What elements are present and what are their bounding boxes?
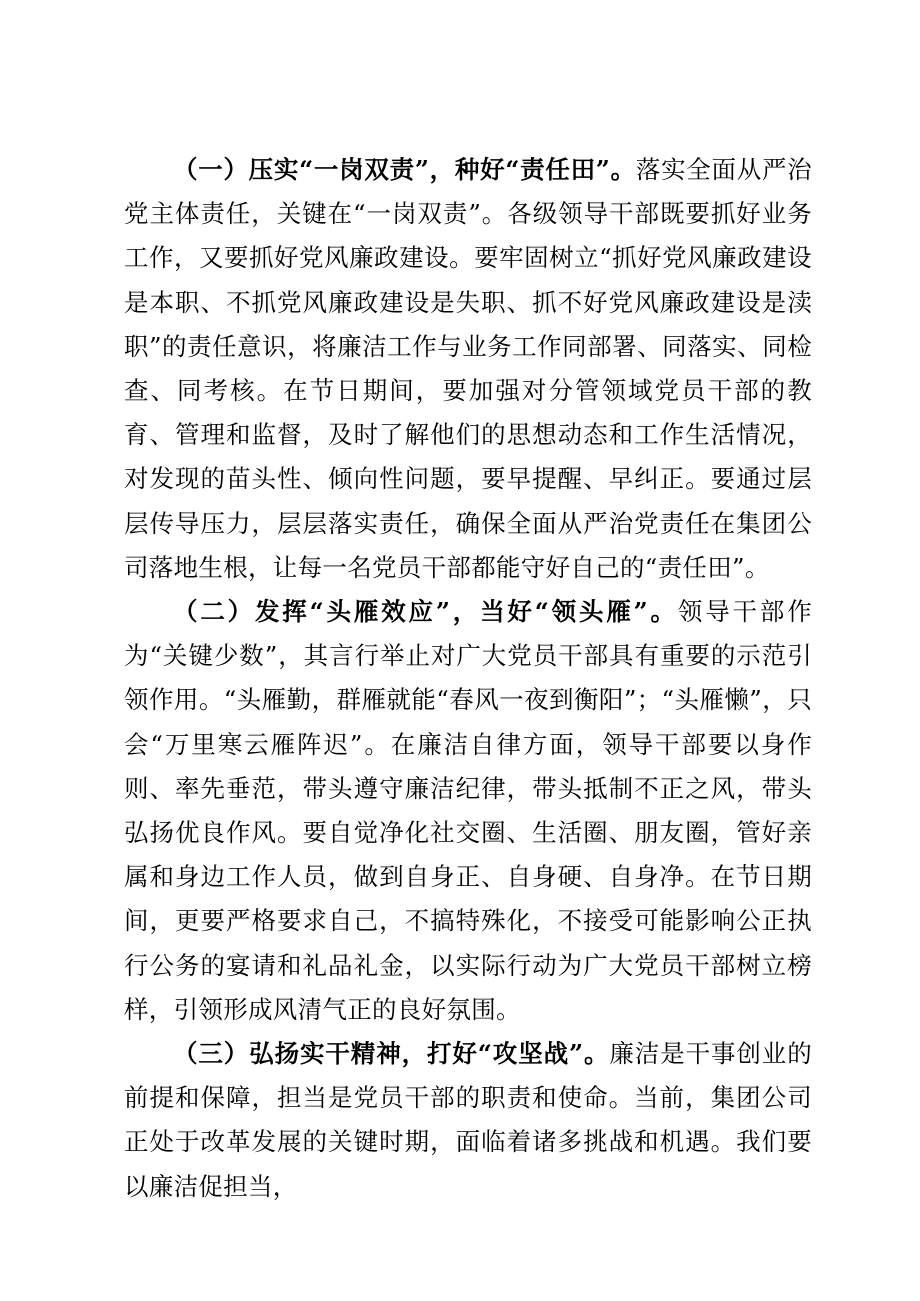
paragraph-2 bbox=[124, 590, 812, 1032]
paragraph-3 bbox=[124, 1032, 812, 1209]
paragraph-3-body: 廉洁是干事创业的前提和保障，担当是党员干部的职责和使命。当前，集团公司正处于改革发展的关键时期，面临着诸多挑战和机遇。我们要以廉洁促担当， bbox=[124, 1039, 812, 1201]
paragraph-1 bbox=[124, 148, 812, 590]
paragraph-1-heading: （一）压实“一岗双责”，种好“责任田”。 bbox=[173, 155, 636, 184]
paragraph-3-heading: （三）弘扬实干精神，打好“攻坚战”。 bbox=[173, 1039, 610, 1069]
document-body bbox=[124, 148, 812, 1209]
paragraph-2-heading: （二）发挥“头雁效应”，当好“领头雁”。 bbox=[173, 597, 678, 627]
paragraph-1-body: 落实全面从严治党主体责任，关键在“一岗双责”。各级领导干部既要抓好业务工作，又要抓好党风廉政建设。要牢固树立“抓好党风廉政建设是本职、不抓党风廉政建设是失职、抓不好党风廉政建设是渎职”的责任意识，将廉洁工作与业务工作同部署、同落实、同检查、同考核。在节日期间，要加强对分管领域党员干部的教育、管理和监督，及时了解他们的思想动态和工作生活情况，对发现的苗头性、倾向性问题，要早提醒、早纠正。要通过层层传导压力，层层落实责任，确保全面从严治党责任在集团公司落地生根，让每一名党员干部都能守好自己的“责任田”。 bbox=[124, 155, 813, 582]
paragraph-2-body: 领导干部作为“关键少数”，其言行举止对广大党员干部具有重要的示范引领作用。“头雁勤，群雁就能“春风一夜到衡阳”；“头雁懒”，只会“万里寒云雁阵迟”。在廉洁自律方面，领导干部要以身作则、率先垂范，带头遵守廉洁纪律，带头抵制不正之风，带头弘扬优良作风。要自觉净化社交圈、生活圈、朋友圈，管好亲属和身边工作人员，做到自身正、自身硬、自身净。在节日期间，更要严格要求自己，不搞特殊化，不接受可能影响公正执行公务的宴请和礼品礼金，以实际行动为广大党员干部树立榜样，引领形成风清气正的良好氛围。 bbox=[124, 597, 812, 1024]
